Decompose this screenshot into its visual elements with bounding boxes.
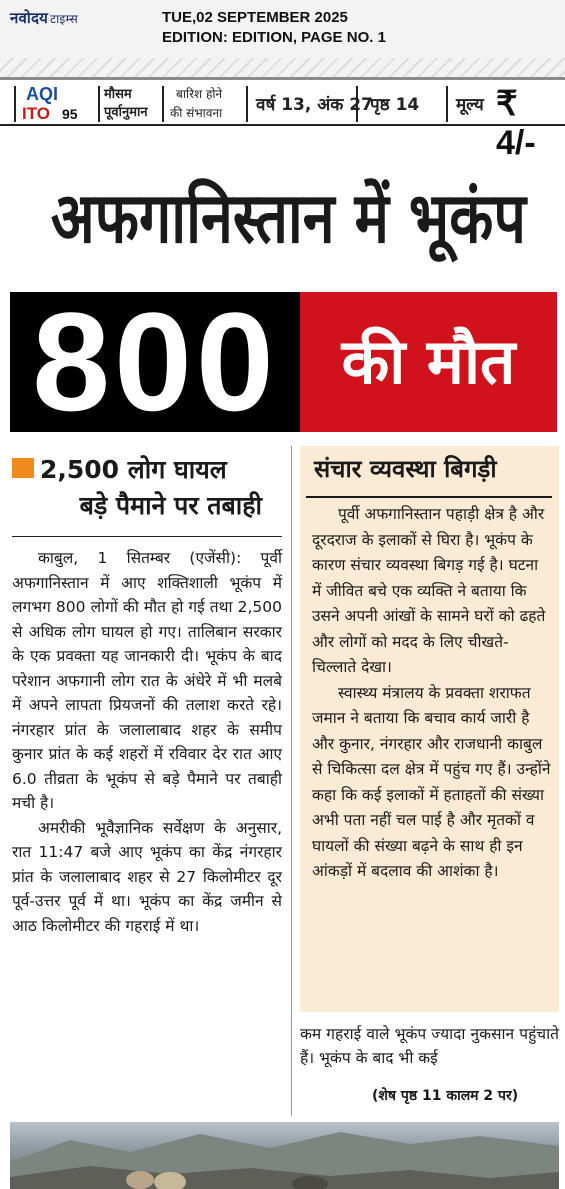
page-count: पृष्ठ 14 xyxy=(370,95,420,115)
death-toll-label: की मौत xyxy=(300,292,557,432)
main-headline: अफगानिस्तान में भूकंप xyxy=(50,177,526,259)
weather-label: मौसम xyxy=(104,87,132,102)
price-label: मूल्य xyxy=(456,95,484,115)
viewer-header xyxy=(0,0,565,58)
sidebar-title: संचार व्यवस्था बिगड़ी xyxy=(314,455,497,483)
sidebar-paragraph: पूर्वी अफगानिस्तान पहाड़ी क्षेत्र है और दूरदराज के इलाकों से घिरा है। भूकंप के कारण संचार व्यवस्था बिगड़ गई है। घटना में जीवित बचे एक व्यक्ति ने बताया कि उसने अपनी आंखों के सामने घरों को ढहते और लोगों को मदद के लिए चीखते-चिल्लाते देखा। xyxy=(312,505,546,676)
earthquake-photo xyxy=(10,1122,559,1189)
dateline xyxy=(162,8,386,48)
death-toll-number: 800 xyxy=(10,292,300,432)
weather-sub: पूर्वानुमान xyxy=(104,105,148,120)
forecast-line-2: की संभावना xyxy=(170,106,223,120)
strip-divider xyxy=(446,86,448,122)
subheadline-line-1: 2,500 लोग घायल xyxy=(40,455,227,484)
masthead-rule xyxy=(0,77,565,80)
story-paragraph: अमरीकी भूवैज्ञानिक सर्वेक्षण के अनुसार, रात 11:47 बजे आए भूकंप का केंद्र नंगरहार प्रांत के जलालाबाद शहर से 27 किलोमीटर दूर पूर्व-उत्तर पूर्व में था। भूकंप का केंद्र जमीन से आठ किलोमीटर की गहराई में था। xyxy=(12,818,282,935)
edition-page: EDITION: EDITION, PAGE NO. 1 xyxy=(162,29,386,46)
strip-divider xyxy=(98,86,100,122)
masthead-band xyxy=(0,58,565,80)
sidebar-rule xyxy=(306,496,552,498)
column-divider xyxy=(291,446,292,1116)
sidebar-body xyxy=(312,502,552,885)
issue-number: वर्ष 13, अंक 27 xyxy=(256,95,373,115)
bullet-square-icon xyxy=(12,458,34,478)
photo-image xyxy=(10,1122,559,1189)
logo-suffix: टाइम्स xyxy=(50,12,78,26)
story-continuation: कम गहराई वाले भूकंप ज्यादा नुकसान पहुंचाते हैं। भूकंप के बाद भी कई xyxy=(300,1025,559,1067)
subheadline xyxy=(12,452,292,524)
subheadline-rule xyxy=(12,536,282,537)
story-body xyxy=(12,546,282,938)
price: ₹ 4/- xyxy=(496,85,536,162)
aqi-station: ITO xyxy=(22,104,51,123)
strip-divider xyxy=(246,86,248,122)
story-paragraph: काबुल, 1 सितम्बर (एजेंसी): पूर्वी अफगानिस्तान में आए शक्तिशाली भूकंप में लगभग 800 लोगों की मौत हो गई तथा 2,500 से अधिक लोग घायल हो गए। तालिबान सरकार के एक प्रवक्ता यह जानकारी दी। भूकंप के बाद परेशान अफगानी लोग रात के अंधेरे में भी मलबे में अपने लापता प्रियजनों की तलाश करते रहे। नंगरहार प्रांत के जलालाबाद शहर के समीप कुनार प्रांत के कई शहरों में रविवार देर रात आए 6.0 तीव्रता के भूकंप से बड़े पैमाने पर तबाही मची है। xyxy=(12,549,282,812)
subheadline-line-2: बड़े पैमाने पर तबाही xyxy=(79,491,262,520)
logo-text: नवोदय xyxy=(10,9,49,27)
aqi-value: 95 xyxy=(62,106,78,122)
sidebar-paragraph: स्वास्थ्य मंत्रालय के प्रवक्ता शराफत जमान ने बताया कि बचाव कार्य जारी है और कुनार, नंगरहार और राजधानी काबुल से चिकित्सा दल क्षेत्र में पहुंच गए हैं। उन्होंने कहा कि कई इलाकों में हताहतों की संख्या अभी पता नहीं चल पाई है और मृतकों व घायलों की संख्या बढ़ने के साथ ही इन आंकड़ों में बदलाव की आशंका है। xyxy=(312,683,551,880)
strip-divider xyxy=(14,86,16,122)
newspaper-logo xyxy=(10,8,78,28)
forecast-line-1: बारिश होने xyxy=(176,87,223,101)
issue-date: TUE,02 SEPTEMBER 2025 xyxy=(162,9,348,26)
strip-divider xyxy=(162,86,164,122)
continued-note: (शेष पृष्ठ 11 कालम 2 पर) xyxy=(372,1088,519,1104)
aqi-label: AQI xyxy=(26,84,59,104)
